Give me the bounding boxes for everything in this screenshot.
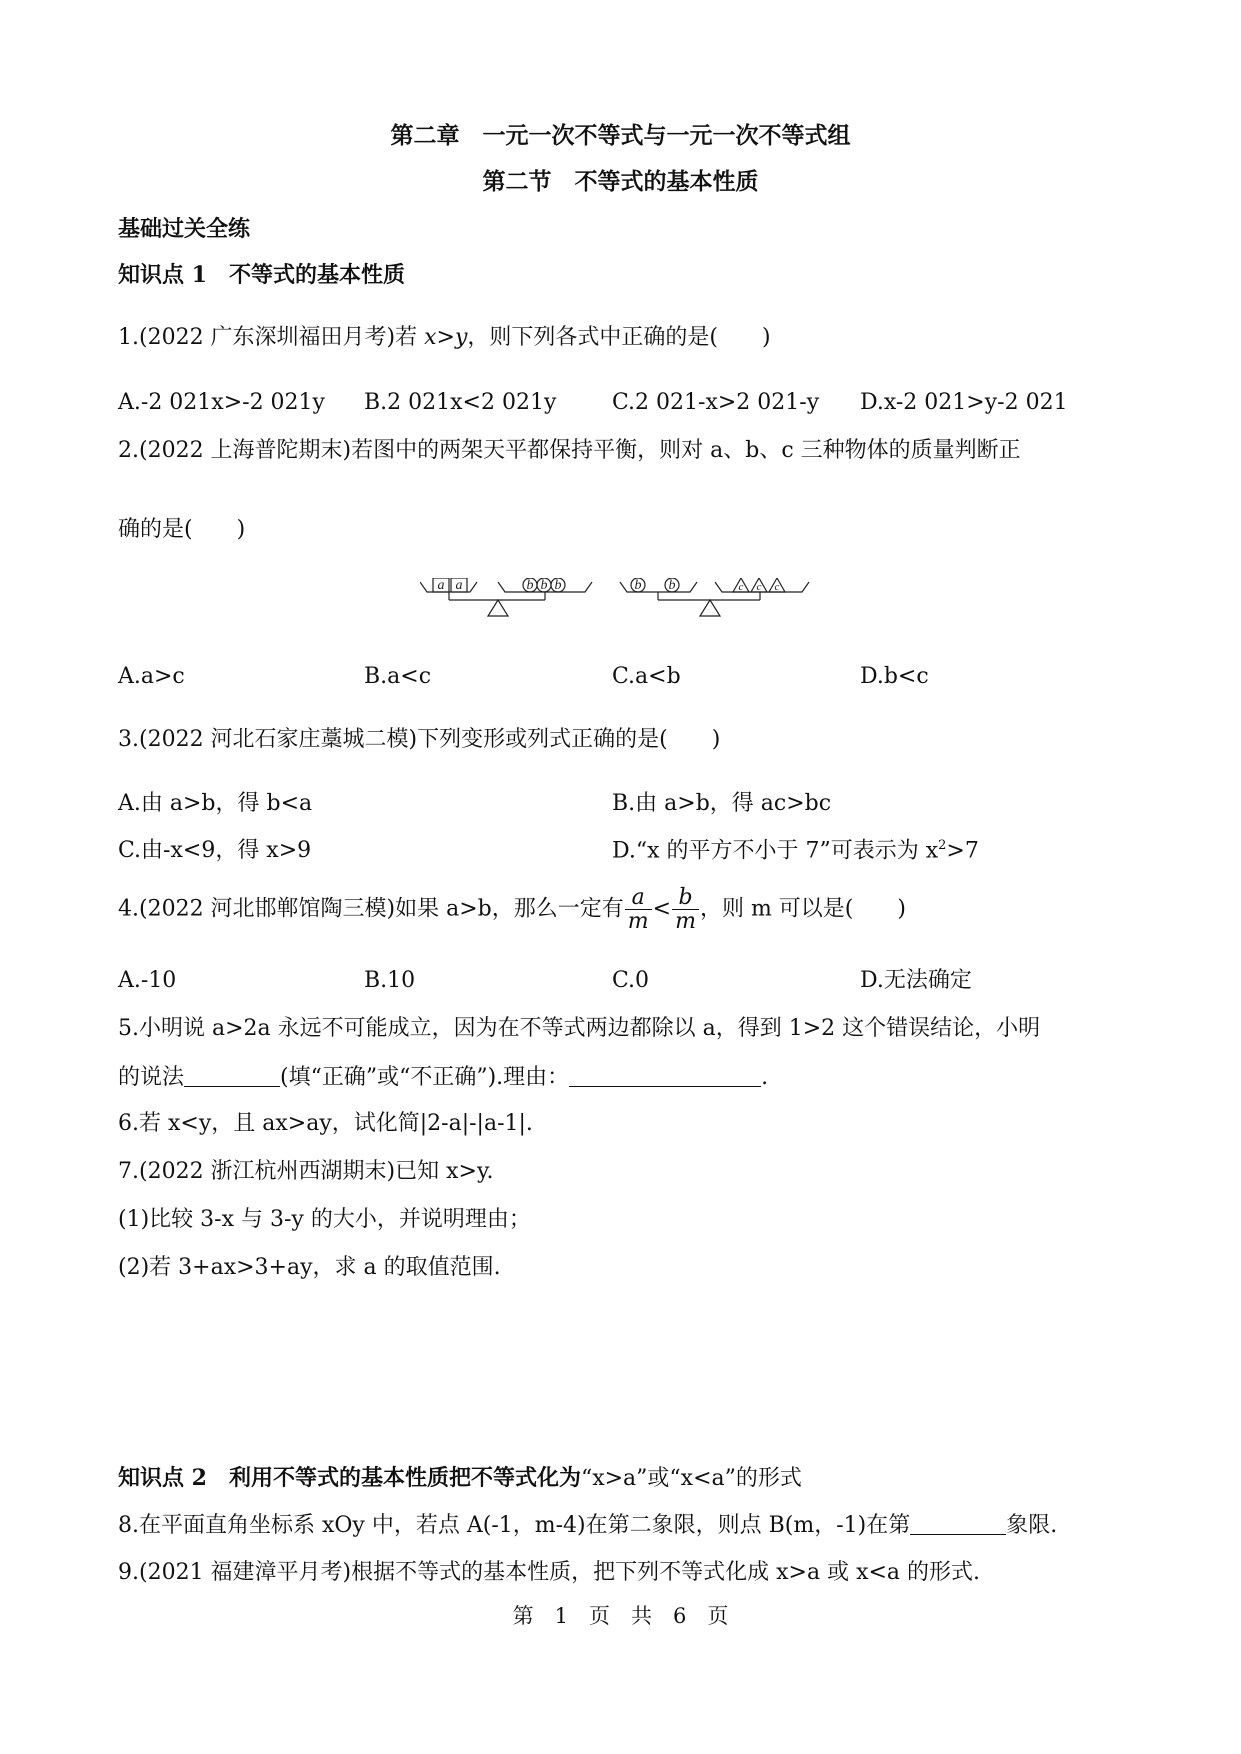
- object-b-label: b: [668, 578, 676, 593]
- practice-label: 基础过关全练: [118, 216, 251, 242]
- question-1-stem: 1.(2022 广东深圳福田月考)若 x>y，则下列各式中正确的是( ): [118, 325, 771, 350]
- section-title: 第二节 不等式的基本性质: [482, 168, 759, 195]
- page-footer: 第 1 页 共 6 页: [512, 1604, 729, 1628]
- q1-option-d[interactable]: D.x-2 021>y-2 021: [860, 390, 1068, 415]
- right-balance-left-objects: [631, 578, 679, 593]
- object-c-label: c: [774, 581, 780, 593]
- question-4-stem: 4.(2022 河北邯郸馆陶三模)如果 a>b，那么一定有 $\frac{a}{m}$ < $\frac{b}{m}$ ，则 m 可以是( ): [118, 885, 906, 935]
- q2-option-c[interactable]: C.a<b: [612, 664, 681, 689]
- knowledge-point-2: 知识点 2 利用不等式的基本性质把不等式化为“x>a”或“x<a”的形式: [118, 1465, 802, 1491]
- fraction-a-over-m: $\frac{a}{m}$: [625, 886, 652, 933]
- q5-answer-blank[interactable]: [184, 1064, 280, 1087]
- question-2-stem-line2: 确的是( ): [118, 517, 246, 542]
- q8-answer-blank[interactable]: [910, 1512, 1006, 1535]
- object-b-label: b: [554, 578, 562, 593]
- right-balance-fulcrum: [700, 600, 720, 616]
- right-balance: [620, 578, 809, 616]
- q1-option-c[interactable]: C.2 021-x>2 021-y: [612, 390, 820, 415]
- q1-option-a[interactable]: A.-2 021x>-2 021y: [118, 390, 325, 415]
- object-b-label: b: [526, 578, 534, 593]
- question-2-stem: 2.(2022 上海普陀期末)若图中的两架天平都保持平衡，则对 a、b、c 三种物体的质量判断正: [118, 438, 1021, 463]
- question-8-stem: 8.在平面直角坐标系 xOy 中，若点 A(-1，m-4)在第二象限，则点 B(m，-1)在第 象限.: [118, 1513, 1058, 1538]
- question-5-stem: 5.小明说 a>2a 永远不可能成立，因为在不等式两边都除以 a，得到 1>2 这个错误结论，小明: [118, 1016, 1041, 1041]
- q3-option-b[interactable]: B.由 a>b，得 ac>bc: [612, 791, 832, 816]
- q2-option-b[interactable]: B.a<c: [364, 664, 432, 689]
- left-balance-right-objects: [523, 578, 565, 593]
- q2-option-a[interactable]: A.a>c: [118, 664, 185, 689]
- chapter-title: 第二章 一元一次不等式与一元一次不等式组: [390, 122, 851, 149]
- q4-option-d[interactable]: D.无法确定: [860, 968, 972, 993]
- question-5-stem-line2: 的说法 (填“正确”或“不正确”).理由： .: [118, 1065, 769, 1090]
- question-9-stem: 9.(2021 福建漳平月考)根据不等式的基本性质，把下列不等式化成 x>a 或 x<a 的形式.: [118, 1560, 981, 1585]
- left-balance: [420, 578, 592, 616]
- right-balance-right-objects: [733, 578, 785, 593]
- q4-option-c[interactable]: C.0: [612, 968, 650, 993]
- object-c-label: c: [738, 581, 744, 593]
- question-3-stem: 3.(2022 河北石家庄藁城二模)下列变形或列式正确的是( ): [118, 727, 721, 752]
- question-7-part-1: (1)比较 3-x 与 3-y 的大小，并说明理由；: [118, 1207, 531, 1232]
- q1-option-b[interactable]: B.2 021x<2 021y: [364, 390, 557, 415]
- q2-option-d[interactable]: D.b<c: [860, 664, 929, 689]
- question-7-stem: 7.(2022 浙江杭州西湖期末)已知 x>y.: [118, 1159, 494, 1184]
- question-7-part-2: (2)若 3+ax>3+ay，求 a 的取值范围.: [118, 1255, 501, 1280]
- left-balance-left-objects: [433, 578, 467, 593]
- object-b-label: b: [634, 578, 642, 593]
- question-6-stem: 6.若 x<y，且 ax>ay，试化简|2-a|-|a-1|.: [118, 1111, 533, 1136]
- q3-option-d[interactable]: D.“x 的平方不小于 7”可表示为 $x^2>7$: [612, 838, 979, 864]
- knowledge-point-1: 知识点 1 不等式的基本性质: [118, 262, 405, 288]
- balance-scales-figure: [420, 578, 820, 633]
- q4-option-b[interactable]: B.10: [364, 968, 416, 993]
- object-c-label: c: [756, 581, 762, 593]
- left-balance-fulcrum: [488, 600, 508, 616]
- q4-option-a[interactable]: A.-10: [118, 968, 177, 993]
- object-a-label: a: [455, 578, 463, 593]
- q5-reason-blank[interactable]: [569, 1064, 761, 1087]
- object-a-label: a: [437, 578, 445, 593]
- object-b-label: b: [540, 578, 548, 593]
- q3-option-a[interactable]: A.由 a>b，得 b<a: [118, 791, 313, 816]
- fraction-b-over-m: $\frac{b}{m}$: [672, 886, 699, 933]
- q3-option-c[interactable]: C.由-x<9，得 x>9: [118, 838, 312, 863]
